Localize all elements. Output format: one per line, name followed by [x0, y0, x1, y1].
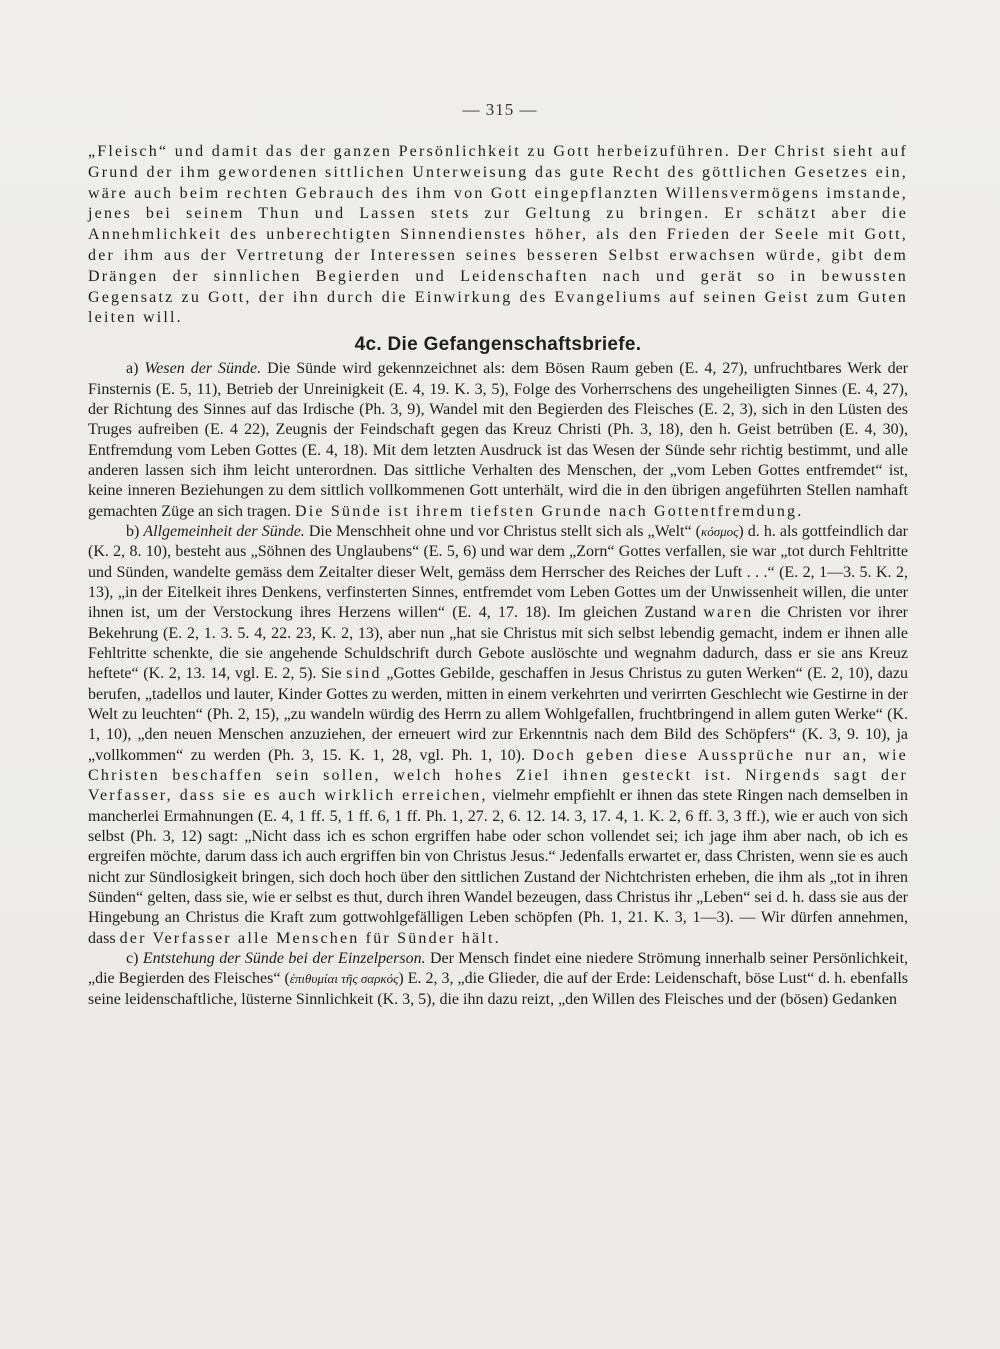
paragraph-b	[88, 522, 908, 949]
paragraph-b-text-2: ) d. h. als gottfeindlich dar (K. 2, 8. 10), besteht aus „Söhnen des Unglaubens“ (E. 5, 6) und war dem „Zorn“ Gottes verfallen, sie war „tot durch Fehltritte und Sünden, wandelte gemäss dem Zeitalter dieser Welt, gemäss dem Herrscher des Reiches der Luft . . .“ (E. 2, 1—3. 5. K. 2, 13), „in der Eitelkeit ihres Denkens, verfinsterten Sinnes, entfremdet vom Leben Gottes um der Unwissenheit willen, die unter ihnen ist, um der Verstockung ihres Herzens willen“ (E. 4, 17. 18). Im gleichen Zustand	[88, 522, 908, 622]
paragraph-c-greek: ἐπιθυμίαι τῆς σαρκός	[289, 971, 399, 987]
paragraph-a-emphasis: Die Sünde ist ihrem tiefsten Grunde nach Gottentfremdung.	[295, 502, 804, 520]
paragraph-a-title: Wesen der Sünde.	[144, 360, 262, 378]
paragraph-b-text-4: „Gottes Gebilde, geschaffen in Jesus Christus zu guten Werken“ (E. 2, 10), dazu berufen, „tadellos und lauter, Kinder Gottes zu werden, mitten in einem verkehrten und verirrten Geschlecht wie Gestirne in der Welt zu leuchten“ (Ph. 2, 15), „zu wandeln würdig des Herrn zu allem Wohlgefallen, fruchtbringend in allem guten Werke“ (K. 1, 10), „den neuen Menschen anzuziehen, der erneuert wird zur Erkenntnis nach dem Bild des Schöpfers“ (K. 3, 9. 10), ja „vollkommen“ zu werden (Ph. 3, 15. K. 1, 28, vgl. Ph. 1, 10).	[88, 665, 909, 764]
paragraph-c-label: c)	[126, 950, 143, 968]
page-body	[88, 142, 908, 1010]
paragraph-a-text: Die Sünde wird gekennzeichnet als: dem Bösen Raum geben (E. 4, 27), unfruchtbares Werk der Finsternis (E. 5, 11), Betrieb der Unreinigkeit (E. 4, 19. K. 3, 5), Folge des Vorherrschens des ungeheiligten Sinnes (E. 4, 27), der Richtung des Sinnes auf das Irdische (Ph. 3, 9), Wandel mit den Begierden des Fleisches (E. 2, 3), sich in den Lüsten des Truges aufreiben (E. 4 22), Zeugnis der Feindschaft gegen das Kreuz Christi (Ph. 3, 18), den h. Geist betrüben (E. 4, 30), Entfremdung vom Leben Gottes (E. 4, 18). Mit dem letzten Ausdruck ist das Wesen der Sünde sehr richtig bestimmt, und alle anderen lassen sich ihm leicht unterordnen. Das sittliche Verhalten des Menschen, der „vom Leben Gottes entfremdet“ ist, keine inneren Beziehungen zu dem sittlich vollkommenen Gott unterhält, wird die in den übrigen angeführten Stellen namhaft gemachten Züge an sich tragen.	[88, 360, 909, 520]
intro-text: „Fleisch“ und damit das der ganzen Persönlichkeit zu Gott herbeizuführen. Der Christ sieht auf Grund der ihm gewordenen sittlichen Unterweisung das gute Recht des göttlichen Gesetzes ein, wäre auch beim rechten Gebrauch des ihm von Gott eingepflanzten Willensvermögens imstande, jenes bei seinem Thun und Lassen stets zur Geltung zu bringen. Er schätzt aber die Annehmlichkeit des unberechtigten Sinnendienstes höher, als den Frieden der Seele mit Gott, der ihm aus der Vertretung der Interessen seines besseren Selbst erwachsen würde, gibt dem Drängen der sinnlichen Begierden und Leidenschaften nach und gerät so in bewussten Gegensatz zu Gott, der ihn durch die Einwirkung des Evangeliums auf seinen Geist zum Guten leiten will.	[88, 143, 908, 327]
paragraph-a-label: a)	[126, 360, 145, 378]
paragraph-b-emphasis-4: der Verfasser alle Menschen für Sünder hält.	[119, 929, 501, 947]
paragraph-b-emphasis-2: sind	[346, 665, 382, 683]
paragraph-b-greek: κόσμος	[700, 523, 739, 539]
paragraph-b-label: b)	[126, 522, 144, 540]
paragraph-c-text-2: ) E. 2, 3, „die Glieder, die auf der Erde: Leidenschaft, böse Lust“ d. h. ebenfalls seine leidenschaftliche, lüsterne Sinnlichkeit (K. 3, 5), die ihn dazu reizt, „den Willen des Fleisches und der (bösen) Gedanken	[88, 970, 909, 1008]
intro-paragraph	[88, 142, 908, 329]
paragraph-b-text-5: vielmehr empfiehlt er ihnen das stete Ringen nach demselben in mancherlei Ermahnungen (E. 4, 1 ff. 5, 1 ff. 6, 1 ff. Ph. 1, 27. 2, 6. 12. 14. 3, 17. 4, 1. K. 2, 6 ff. 3, 3 ff.), wie er auch von sich selbst (Ph. 3, 12) sagt: „Nicht dass ich es schon ergriffen habe oder schon vollendet sei; ich jage ihm aber nach, ob ich es ergreifen möchte, darum dass ich auch ergriffen bin von Christus Jesus.“ Jedenfalls erwartet er, dass Christen, wenn sie es auch nicht zur Sündlosigkeit bringen, sich doch hoch über den sittlichen Zustand der Nichtchristen erheben, die ihm als „tot in ihren Sünden“ gelten, dass sie, wie er selbst es thut, durch ihren Wandel bezeugen, dass Christus ihr „Leben“ sei d. h. dass sie aus der Hingebung an Christus die Kraft zum gottwohlgefälligen Leben schöpfen (Ph. 1, 21. K. 3, 1—3). — Wir dürfen annehmen, dass	[88, 787, 908, 947]
page-number: — 315 —	[462, 100, 538, 119]
paragraph-b-emphasis-3: Doch geben diese Aussprüche nur an, wie Christen beschaffen sein sollen, welch hohes Ziel ihnen gesteckt ist. Nirgends sagt der Verfasser, dass sie es auch wirklich erreichen,	[88, 746, 908, 805]
section-heading: 4c. Die Gefangenschaftsbriefe.	[354, 334, 642, 356]
paragraph-a	[88, 359, 908, 522]
paragraph-c-title: Entstehung der Sünde bei der Einzelperson.	[142, 950, 426, 968]
paragraph-b-text-3: die Christen vor ihrer Bekehrung (E. 2, 1. 3. 5. 4, 22. 23, K. 2, 13), aber nun „hat sie Christus mit sich selbst lebendig gemacht, indem er ihnen alle Fehltritte schenkte, die sie angehende Schuldschrift durch Gebote auslöschte und wegnahm dadurch, dass er sie ans Kreuz heftete“ (K. 2, 13. 14, vgl. E. 2, 5). Sie	[88, 604, 909, 683]
paragraph-b-text-1: Die Menschheit ohne und vor Christus stellt sich als „Welt“ (	[304, 522, 701, 540]
paragraph-b-emphasis-1: waren	[703, 604, 754, 622]
paragraph-c-text-1: Der Mensch findet eine niedere Strömung innerhalb seiner Persönlichkeit, „die Begierden des Fleisches“ (	[88, 950, 909, 988]
paragraph-b-title: Allgemeinheit der Sünde.	[143, 522, 305, 540]
paragraph-c	[88, 949, 908, 1010]
